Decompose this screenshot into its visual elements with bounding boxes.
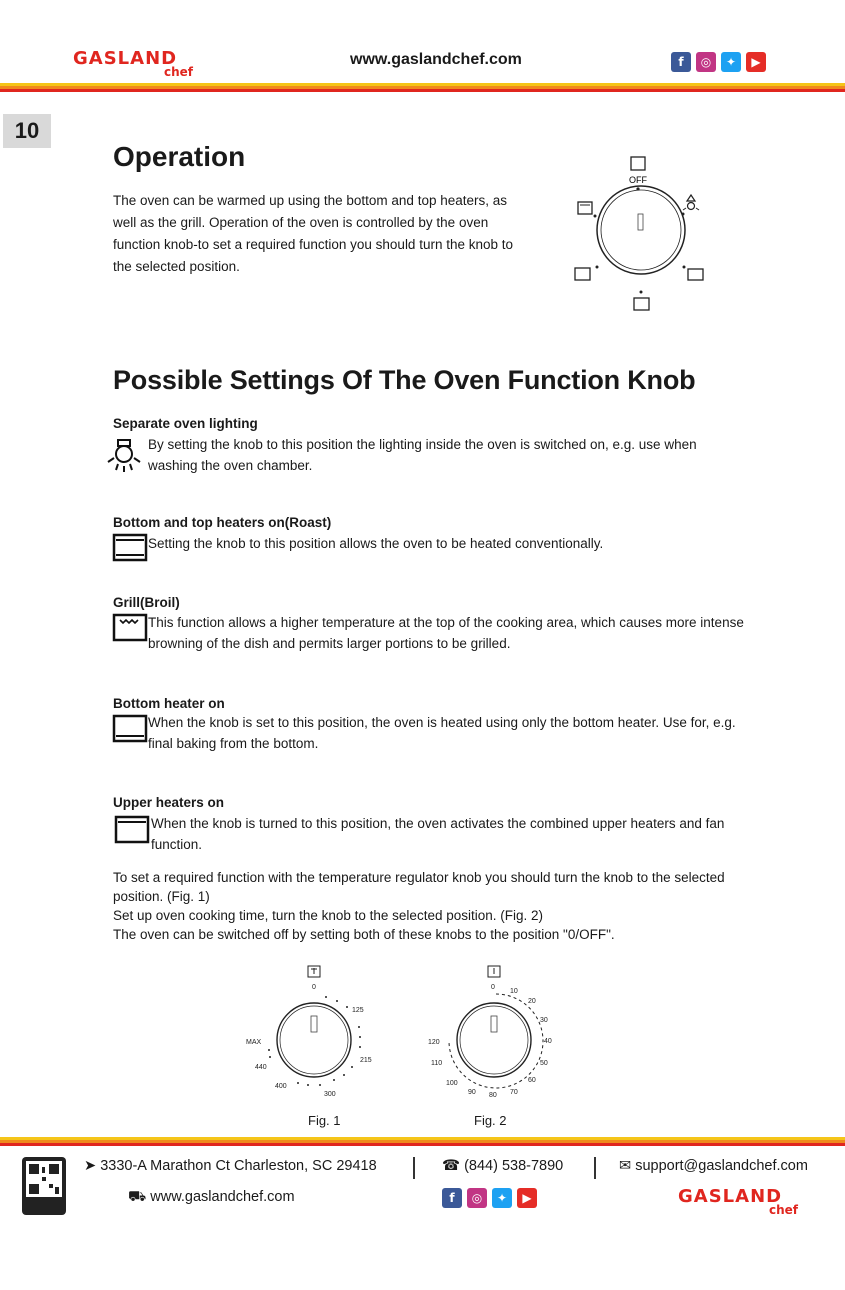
fig2-label-10: 10 [510, 988, 518, 995]
cart-icon: ⛟ [128, 1189, 147, 1205]
timer-knob-diagram [420, 962, 570, 1107]
bulb-icon [104, 436, 146, 476]
footer-stripe [0, 1137, 845, 1146]
mail-icon: ✉ [619, 1158, 632, 1174]
upper-heater-icon [114, 815, 150, 845]
temperature-knob [277, 1003, 351, 1077]
fig1-label-440: 440 [255, 1064, 267, 1071]
facebook-icon[interactable]: f [671, 52, 691, 72]
section-grill-title: Grill(Broil) [113, 595, 180, 610]
temperature-knob-diagram [240, 962, 390, 1107]
qr-code-icon [22, 1157, 66, 1215]
section-lighting-title: Separate oven lighting [113, 416, 258, 431]
header-social-icons [671, 52, 766, 72]
header-logo-text: GASLAND [73, 48, 178, 69]
bottom-heater-icon [112, 714, 148, 744]
fig1-label-215: 215 [360, 1057, 372, 1064]
footer-url-text: www.gaslandchef.com [150, 1189, 295, 1205]
footer-divider [594, 1157, 596, 1179]
fig2-label-40: 40 [544, 1038, 552, 1045]
lighting-position-icon [683, 195, 699, 210]
address-text: 3330-A Marathon Ct Charleston, SC 29418 [100, 1158, 377, 1174]
bottom-heater-position-icon [575, 268, 590, 280]
footer-divider [413, 1157, 415, 1179]
function-knob-diagram [570, 152, 715, 317]
section-upper-heater-text: When the knob is turned to this position, the oven activates the combined upper heaters and fan function. [151, 816, 725, 852]
roast-icon [112, 533, 148, 563]
fig2-label-30: 30 [540, 1017, 548, 1024]
operation-text: The oven can be warmed up using the bottom and top heaters, as well as the grill. Operation of the oven is controlled by the oven function knob-to set a required function you should turn the knob to the selected position. [113, 193, 514, 274]
fig1-label-300: 300 [324, 1091, 336, 1098]
instruction-line: To set a required function with the temperature regulator knob you should turn the knob to the selected position. (Fig. 1) [113, 870, 725, 904]
footer-phone[interactable] [442, 1158, 563, 1174]
timer-knob [457, 1003, 531, 1077]
section-grill-text: This function allows a higher temperature at the top of the cooking area, which causes more intense browning of the dish and permits larger portions to be grilled. [148, 615, 744, 651]
fig2-caption: Fig. 2 [474, 1113, 507, 1128]
footer-logo [678, 1186, 798, 1218]
youtube-icon[interactable]: ▶ [517, 1188, 537, 1208]
section-upper-heater-title: Upper heaters on [113, 795, 225, 810]
header-stripe [0, 83, 845, 92]
instagram-icon[interactable]: ◎ [467, 1188, 487, 1208]
fig2-label-80: 80 [489, 1092, 497, 1099]
instruction-line: Set up oven cooking time, turn the knob to the selected position. (Fig. 2) [113, 908, 543, 923]
header-logo [73, 48, 193, 80]
footer-social-icons [442, 1188, 537, 1208]
upper-heater-position-icon [634, 298, 649, 310]
instruction-line: The oven can be switched off by setting both of these knobs to the position "0/OFF". [113, 927, 615, 942]
instructions-paragraph [113, 868, 753, 944]
fig2-label-70: 70 [510, 1089, 518, 1096]
section-roast-title: Bottom and top heaters on(Roast) [113, 515, 332, 530]
facebook-icon[interactable]: f [442, 1188, 462, 1208]
page-number: 10 [3, 114, 51, 148]
grill-position-icon [578, 202, 592, 214]
footer-logo-text: GASLAND [678, 1186, 783, 1207]
fig2-label-90: 90 [468, 1089, 476, 1096]
knob-off-label: OFF [629, 175, 647, 185]
settings-title: Possible Settings Of The Oven Function Knob [113, 365, 696, 395]
fig2-label-110: 110 [431, 1060, 443, 1067]
header-logo-sub: chef [163, 65, 193, 79]
footer-address [84, 1158, 377, 1174]
instagram-icon[interactable]: ◎ [696, 52, 716, 72]
fig2-label-50: 50 [540, 1060, 548, 1067]
fig2-label-60: 60 [528, 1077, 536, 1084]
youtube-icon[interactable]: ▶ [746, 52, 766, 72]
operation-title: Operation [113, 141, 246, 172]
twitter-icon[interactable]: ✦ [492, 1188, 512, 1208]
phone-icon: ☎ [442, 1158, 461, 1174]
fig2-label-0: 0 [491, 984, 495, 991]
fig1-label-0: 0 [312, 984, 316, 991]
twitter-icon[interactable]: ✦ [721, 52, 741, 72]
section-bottom-heater-text: When the knob is set to this position, the oven is heated using only the bottom heater. Use for, e.g. final baking from the bottom. [148, 715, 736, 751]
email-text: support@gaslandchef.com [635, 1158, 808, 1174]
grill-icon [112, 613, 148, 643]
fig2-label-20: 20 [528, 998, 536, 1005]
fig1-label-400: 400 [275, 1083, 287, 1090]
phone-text: (844) 538-7890 [464, 1158, 564, 1174]
section-bottom-heater-title: Bottom heater on [113, 696, 225, 711]
section-roast-text: Setting the knob to this position allows the oven to be heated conventionally. [148, 536, 604, 551]
fig1-label-max: MAX [246, 1039, 262, 1046]
header-url-link[interactable]: www.gaslandchef.com [350, 51, 522, 68]
section-lighting-text: By setting the knob to this position the lighting inside the oven is switched on, e.g. use when washing the oven chamber. [148, 437, 697, 473]
roast-position-icon [688, 269, 703, 280]
location-arrow-icon: ➤ [84, 1158, 97, 1174]
footer-url[interactable] [128, 1189, 295, 1207]
off-icon [631, 157, 645, 170]
fig2-label-120: 120 [428, 1039, 440, 1046]
fig1-caption: Fig. 1 [308, 1113, 341, 1128]
footer-email[interactable] [619, 1158, 808, 1174]
fig2-label-100: 100 [446, 1080, 458, 1087]
footer-logo-sub: chef [768, 1203, 798, 1217]
fig1-label-125: 125 [352, 1007, 364, 1014]
